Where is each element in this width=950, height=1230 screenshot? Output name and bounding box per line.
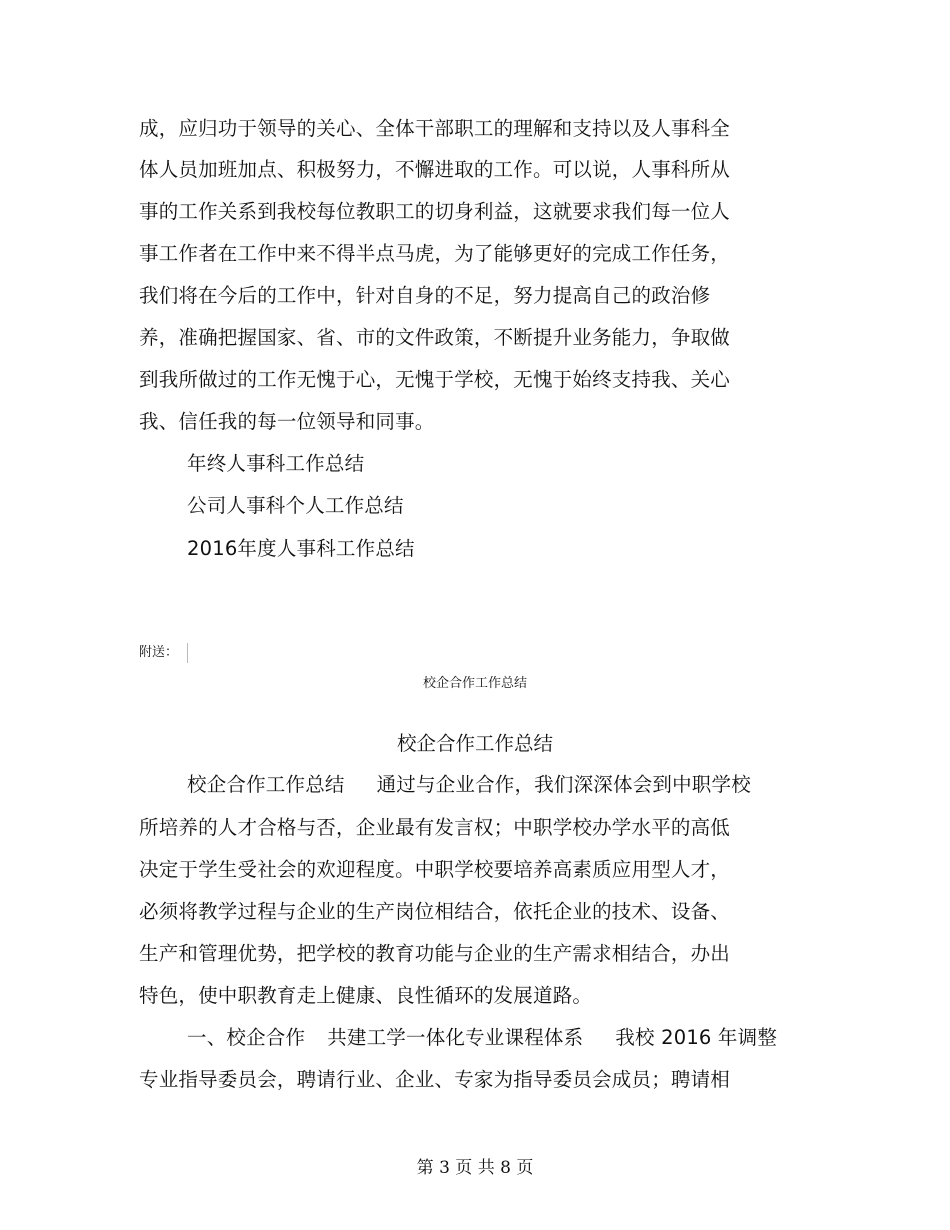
paragraph-line: 生产和管理优势，把学校的教育功能与企业的生产需求相结合，办出 — [139, 942, 731, 965]
attachment-label: 附送： — [139, 645, 179, 660]
paragraph-line: 事的工作关系到我校每位教职工的切身利益，这就要求我们每一位人 — [139, 200, 731, 223]
article-first-line-rest: 通过与企业合作，我们深深体会到中职学校 — [376, 773, 751, 796]
section-one-text: 我校 2016 年调整 — [615, 1026, 778, 1049]
paragraph-line: 专业指导委员会，聘请行业、企业、专家为指导委员会成员；聘请相 — [139, 1068, 731, 1091]
paragraph-line: 必须将教学过程与企业的生产岗位相结合，依托企业的技术、设备、 — [139, 900, 731, 923]
paragraph-line: 所培养的人才合格与否，企业最有发言权；中职学校办学水平的高低 — [139, 816, 731, 839]
paragraph-line: 养，准确把握国家、省、市的文件政策，不断提升业务能力，争取做 — [139, 326, 731, 349]
paragraph-line: 我们将在今后的工作中，针对自身的不足，努力提高自己的政治修 — [139, 284, 711, 307]
paragraph-line: 事工作者在工作中来不得半点马虎，为了能够更好的完成工作任务， — [139, 242, 731, 265]
paragraph-line: 决定于学生受社会的欢迎程度。中职学校要培养高素质应用型人才， — [139, 858, 731, 881]
related-link[interactable]: 公司人事科个人工作总结 — [187, 494, 404, 517]
section-one-title: 共建工学一体化专业课程体系 — [327, 1026, 584, 1049]
paragraph-line: 我、信任我的每一位领导和同事。 — [139, 410, 435, 433]
article-first-line-lead: 校企合作工作总结 — [187, 773, 345, 796]
section-one-heading-line — [187, 1025, 777, 1051]
article-first-line — [187, 772, 751, 798]
page-footer: 第 3 页 共 8 页 — [416, 1158, 534, 1178]
article-title: 校企合作工作总结 — [396, 732, 553, 755]
related-link[interactable]: 2016年度人事科工作总结 — [187, 537, 415, 560]
section-one-number: 一、校企合作 — [187, 1026, 306, 1049]
attachment-subtitle: 校企合作工作总结 — [422, 676, 527, 691]
paragraph-line: 成，应归功于领导的关心、全体干部职工的理解和支持以及人事科全 — [139, 117, 731, 140]
paragraph-line: 体人员加班加点、积极努力，不懈进取的工作。可以说，人事科所从 — [139, 158, 731, 181]
paragraph-line: 到我所做过的工作无愧于心，无愧于学校，无愧于始终支持我、关心 — [139, 368, 731, 391]
paragraph-line: 特色，使中职教育走上健康、良性循环的发展道路。 — [139, 984, 593, 1007]
related-link[interactable]: 年终人事科工作总结 — [187, 452, 365, 475]
divider — [187, 643, 188, 663]
